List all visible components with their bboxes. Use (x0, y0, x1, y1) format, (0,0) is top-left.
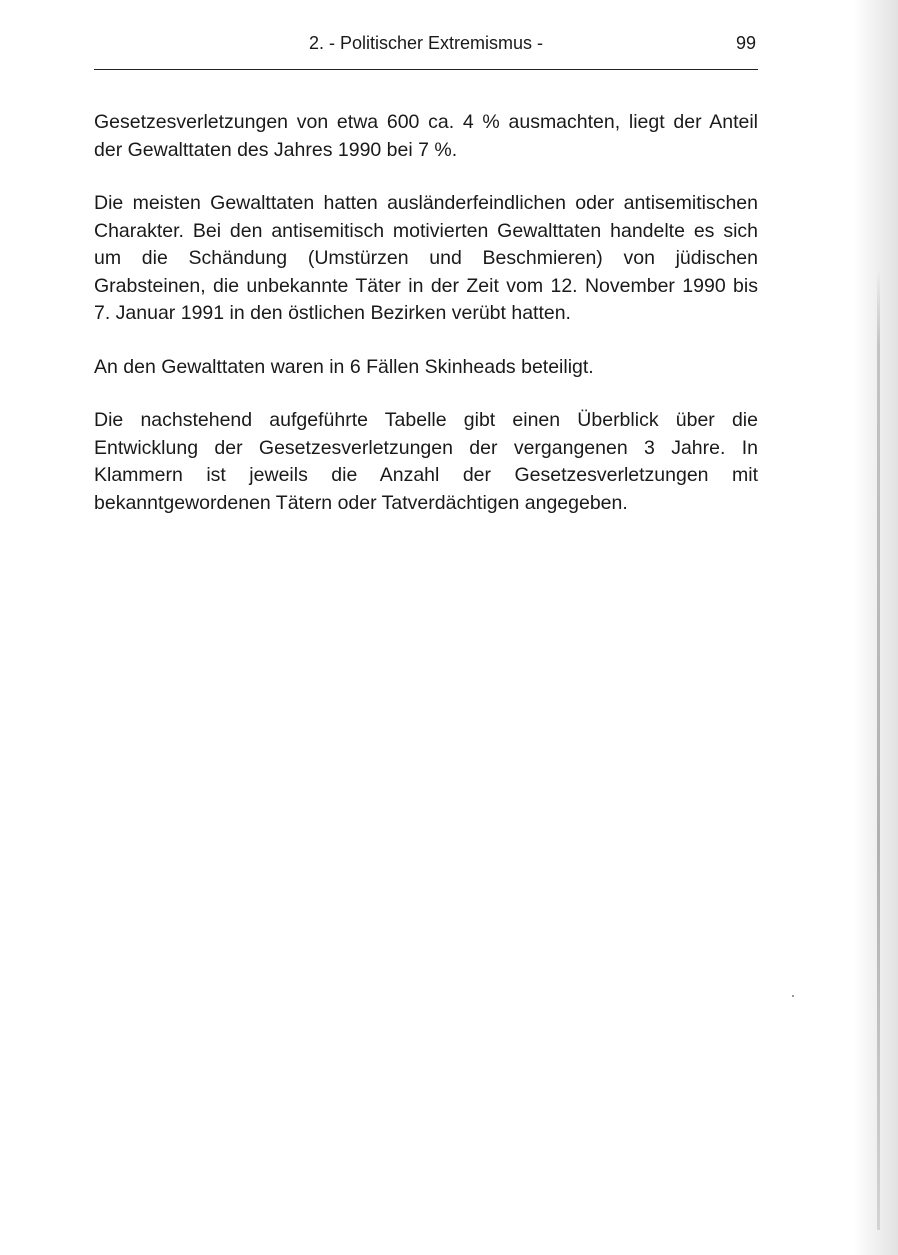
body-text (94, 109, 758, 543)
scan-speck (792, 995, 794, 997)
header-title: 2. - Politischer Extremismus - (308, 33, 544, 53)
page-number: 99 (735, 33, 756, 53)
header-rule (94, 69, 758, 70)
paragraph: Die nachstehend aufgeführte Tabelle gibt einen Überblick über die Entwicklung der Gesetzesverletzungen der vergangenen 3 Jahre. In Klammern ist jeweils die Anzahl der Gesetzesverletzungen mit bekanntgewordenen Tätern oder Tatverdächtigen angegeben. (94, 409, 758, 514)
paragraph: Gesetzesverletzungen von etwa 600 ca. 4 % ausmachten, liegt der Anteil der Gewalttaten des Jahres 1990 bei 7 %. (94, 111, 758, 161)
running-header (94, 33, 758, 59)
scan-shadow-edge (877, 270, 880, 1230)
paragraph: Die meisten Gewalttaten hatten ausländerfeindlichen oder antisemitischen Charakter. Bei den antisemitisch motivierten Gewalttaten handelte es sich um die Schändung (Umstürzen und Beschmieren) von jüdischen Grabsteinen, die unbekannte Täter in der Zeit vom 12. November 1990 bis 7. Januar 1991 in den östlichen Bezirken verübt hatten. (94, 192, 758, 324)
paragraph: An den Gewalttaten waren in 6 Fällen Skinheads beteiligt. (94, 355, 594, 378)
